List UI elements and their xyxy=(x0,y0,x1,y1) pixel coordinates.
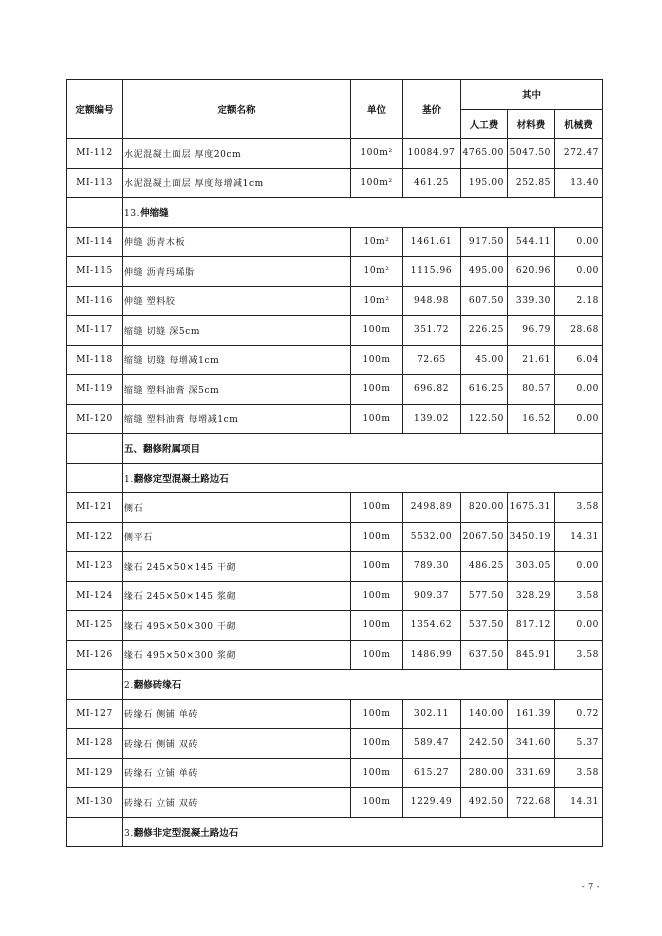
labor-cost: 917.50 xyxy=(461,227,508,257)
machine-cost: 0.00 xyxy=(555,375,603,405)
table-row xyxy=(67,375,603,405)
machine-cost: 0.00 xyxy=(555,227,603,257)
labor-cost: 45.00 xyxy=(461,345,508,375)
labor-cost: 242.50 xyxy=(461,729,508,759)
section-row xyxy=(67,817,603,847)
quota-unit: 100m xyxy=(351,640,403,670)
table-row xyxy=(67,168,603,198)
header-code: 定额编号 xyxy=(67,80,123,139)
quota-unit: 10m² xyxy=(351,286,403,316)
base-price: 2498.89 xyxy=(403,493,461,523)
material-cost: 3450.19 xyxy=(508,522,555,552)
quota-unit: 100m² xyxy=(351,168,403,198)
table-row xyxy=(67,552,603,582)
quota-code: MI-129 xyxy=(67,758,123,788)
section-title xyxy=(123,434,603,464)
table-row xyxy=(67,788,603,818)
section-title-text: 翻修砖缘石 xyxy=(133,680,182,692)
labor-cost: 280.00 xyxy=(461,758,508,788)
quota-name: 缩缝 切缝 每增减1cm xyxy=(123,345,351,375)
section-title-text: 伸缩缝 xyxy=(140,208,169,220)
table-row xyxy=(67,227,603,257)
table-row xyxy=(67,581,603,611)
quota-unit: 100m xyxy=(351,611,403,641)
base-price: 1229.49 xyxy=(403,788,461,818)
section-row xyxy=(67,434,603,464)
labor-cost: 492.50 xyxy=(461,788,508,818)
material-cost: 303.05 xyxy=(508,552,555,582)
base-price: 696.82 xyxy=(403,375,461,405)
base-price: 5532.00 xyxy=(403,522,461,552)
labor-cost: 140.00 xyxy=(461,699,508,729)
section-code-cell xyxy=(67,670,123,700)
material-cost: 252.85 xyxy=(508,168,555,198)
quota-name: 砖缘石 侧铺 单砖 xyxy=(123,699,351,729)
header-name: 定额名称 xyxy=(123,80,351,139)
base-price: 1115.96 xyxy=(403,257,461,287)
table-row xyxy=(67,611,603,641)
header-base-price: 基价 xyxy=(403,80,461,139)
quota-code: MI-117 xyxy=(67,316,123,346)
machine-cost: 14.31 xyxy=(555,788,603,818)
section-code-cell xyxy=(67,198,123,228)
base-price: 72.65 xyxy=(403,345,461,375)
table-row xyxy=(67,640,603,670)
base-price: 139.02 xyxy=(403,404,461,434)
machine-cost: 3.58 xyxy=(555,493,603,523)
quota-table xyxy=(66,79,603,847)
quota-name: 砖缘石 立铺 单砖 xyxy=(123,758,351,788)
quota-name: 缘石 495×50×300 浆砌 xyxy=(123,640,351,670)
machine-cost: 272.47 xyxy=(555,139,603,169)
quota-code: MI-115 xyxy=(67,257,123,287)
labor-cost: 616.25 xyxy=(461,375,508,405)
quota-unit: 100m xyxy=(351,552,403,582)
material-cost: 544.11 xyxy=(508,227,555,257)
quota-code: MI-116 xyxy=(67,286,123,316)
table-row xyxy=(67,493,603,523)
material-cost: 96.79 xyxy=(508,316,555,346)
quota-unit: 100m xyxy=(351,316,403,346)
machine-cost: 0.00 xyxy=(555,257,603,287)
quota-unit: 100m xyxy=(351,581,403,611)
material-cost: 331.69 xyxy=(508,758,555,788)
quota-code: MI-130 xyxy=(67,788,123,818)
quota-name: 水泥混凝土面层 厚度20cm xyxy=(123,139,351,169)
material-cost: 1675.31 xyxy=(508,493,555,523)
table-row xyxy=(67,316,603,346)
labor-cost: 607.50 xyxy=(461,286,508,316)
base-price: 948.98 xyxy=(403,286,461,316)
table-row xyxy=(67,699,603,729)
quota-unit: 100m xyxy=(351,493,403,523)
machine-cost: 0.00 xyxy=(555,611,603,641)
machine-cost: 5.37 xyxy=(555,729,603,759)
quota-code: MI-118 xyxy=(67,345,123,375)
labor-cost: 486.25 xyxy=(461,552,508,582)
material-cost: 817.12 xyxy=(508,611,555,641)
quota-code: MI-113 xyxy=(67,168,123,198)
section-prefix: 3. xyxy=(124,828,134,839)
base-price: 615.27 xyxy=(403,758,461,788)
table-row xyxy=(67,139,603,169)
quota-code: MI-112 xyxy=(67,139,123,169)
section-title-text: 翻修定型混凝土路边石 xyxy=(133,473,229,485)
material-cost: 80.57 xyxy=(508,375,555,405)
quota-unit: 100m xyxy=(351,729,403,759)
quota-unit: 100m xyxy=(351,522,403,552)
table-row xyxy=(67,286,603,316)
material-cost: 21.61 xyxy=(508,345,555,375)
machine-cost: 13.40 xyxy=(555,168,603,198)
material-cost: 328.29 xyxy=(508,581,555,611)
quota-name: 伸缝 塑料胶 xyxy=(123,286,351,316)
quota-name: 砖缘石 侧铺 双砖 xyxy=(123,729,351,759)
base-price: 461.25 xyxy=(403,168,461,198)
machine-cost: 14.31 xyxy=(555,522,603,552)
labor-cost: 495.00 xyxy=(461,257,508,287)
material-cost: 845.91 xyxy=(508,640,555,670)
quota-unit: 100m² xyxy=(351,139,403,169)
section-prefix: 2. xyxy=(124,681,134,692)
quota-name: 伸缝 沥青玛琋脂 xyxy=(123,257,351,287)
material-cost: 5047.50 xyxy=(508,139,555,169)
labor-cost: 577.50 xyxy=(461,581,508,611)
section-prefix: 1. xyxy=(124,474,134,485)
machine-cost: 0.72 xyxy=(555,699,603,729)
quota-name: 侧石 xyxy=(123,493,351,523)
material-cost: 341.60 xyxy=(508,729,555,759)
labor-cost: 122.50 xyxy=(461,404,508,434)
labor-cost: 4765.00 xyxy=(461,139,508,169)
header-unit: 单位 xyxy=(351,80,403,139)
quota-code: MI-125 xyxy=(67,611,123,641)
base-price: 909.37 xyxy=(403,581,461,611)
quota-unit: 10m² xyxy=(351,227,403,257)
machine-cost: 3.58 xyxy=(555,640,603,670)
quota-code: MI-124 xyxy=(67,581,123,611)
base-price: 1354.62 xyxy=(403,611,461,641)
machine-cost: 3.58 xyxy=(555,758,603,788)
quota-name: 伸缝 沥青木板 xyxy=(123,227,351,257)
quota-code: MI-127 xyxy=(67,699,123,729)
labor-cost: 226.25 xyxy=(461,316,508,346)
quota-name: 水泥混凝土面层 厚度每增减1cm xyxy=(123,168,351,198)
quota-code: MI-119 xyxy=(67,375,123,405)
material-cost: 16.52 xyxy=(508,404,555,434)
quota-name: 砖缘石 立铺 双砖 xyxy=(123,788,351,818)
base-price: 10084.97 xyxy=(403,139,461,169)
section-prefix: 13. xyxy=(124,209,141,220)
labor-cost: 195.00 xyxy=(461,168,508,198)
section-title xyxy=(123,463,603,493)
material-cost: 620.96 xyxy=(508,257,555,287)
header-material-cost: 材料费 xyxy=(508,109,555,139)
labor-cost: 537.50 xyxy=(461,611,508,641)
header-labor-cost: 人工费 xyxy=(461,109,508,139)
quota-name: 缩缝 塑料油膏 每增减1cm xyxy=(123,404,351,434)
quota-code: MI-121 xyxy=(67,493,123,523)
quota-code: MI-120 xyxy=(67,404,123,434)
table-row xyxy=(67,522,603,552)
base-price: 589.47 xyxy=(403,729,461,759)
section-code-cell xyxy=(67,434,123,464)
section-row xyxy=(67,463,603,493)
material-cost: 161.39 xyxy=(508,699,555,729)
section-code-cell xyxy=(67,463,123,493)
machine-cost: 3.58 xyxy=(555,581,603,611)
header-machine-cost: 机械费 xyxy=(555,109,603,139)
quota-unit: 10m² xyxy=(351,257,403,287)
section-title-text: 翻修非定型混凝土路边石 xyxy=(133,827,239,839)
quota-unit: 100m xyxy=(351,404,403,434)
table-row xyxy=(67,404,603,434)
quota-code: MI-123 xyxy=(67,552,123,582)
quota-name: 侧平石 xyxy=(123,522,351,552)
section-title-text: 五、翻修附属项目 xyxy=(124,444,201,456)
quota-unit: 100m xyxy=(351,788,403,818)
machine-cost: 2.18 xyxy=(555,286,603,316)
base-price: 789.30 xyxy=(403,552,461,582)
base-price: 302.11 xyxy=(403,699,461,729)
section-row xyxy=(67,198,603,228)
section-title xyxy=(123,670,603,700)
labor-cost: 637.50 xyxy=(461,640,508,670)
section-row xyxy=(67,670,603,700)
quota-name: 缘石 245×50×145 浆砌 xyxy=(123,581,351,611)
labor-cost: 820.00 xyxy=(461,493,508,523)
quota-name: 缩缝 切缝 深5cm xyxy=(123,316,351,346)
base-price: 1486.99 xyxy=(403,640,461,670)
section-title xyxy=(123,198,603,228)
quota-code: MI-128 xyxy=(67,729,123,759)
table-body xyxy=(67,139,603,847)
table-row xyxy=(67,758,603,788)
quota-unit: 100m xyxy=(351,345,403,375)
table-row xyxy=(67,257,603,287)
quota-code: MI-122 xyxy=(67,522,123,552)
quota-unit: 100m xyxy=(351,375,403,405)
quota-code: MI-114 xyxy=(67,227,123,257)
quota-name: 缩缝 塑料油膏 深5cm xyxy=(123,375,351,405)
base-price: 351.72 xyxy=(403,316,461,346)
machine-cost: 6.04 xyxy=(555,345,603,375)
labor-cost: 2067.50 xyxy=(461,522,508,552)
material-cost: 722.68 xyxy=(508,788,555,818)
header-among: 其中 xyxy=(461,80,603,110)
page-number: - 7 - xyxy=(581,882,600,891)
machine-cost: 0.00 xyxy=(555,404,603,434)
quota-name: 缘石 495×50×300 干砌 xyxy=(123,611,351,641)
material-cost: 339.30 xyxy=(508,286,555,316)
section-code-cell xyxy=(67,817,123,847)
machine-cost: 0.00 xyxy=(555,552,603,582)
machine-cost: 28.68 xyxy=(555,316,603,346)
table-row xyxy=(67,729,603,759)
quota-unit: 100m xyxy=(351,699,403,729)
base-price: 1461.61 xyxy=(403,227,461,257)
table-row xyxy=(67,345,603,375)
quota-code: MI-126 xyxy=(67,640,123,670)
quota-name: 缘石 245×50×145 干砌 xyxy=(123,552,351,582)
quota-unit: 100m xyxy=(351,758,403,788)
section-title xyxy=(123,817,603,847)
